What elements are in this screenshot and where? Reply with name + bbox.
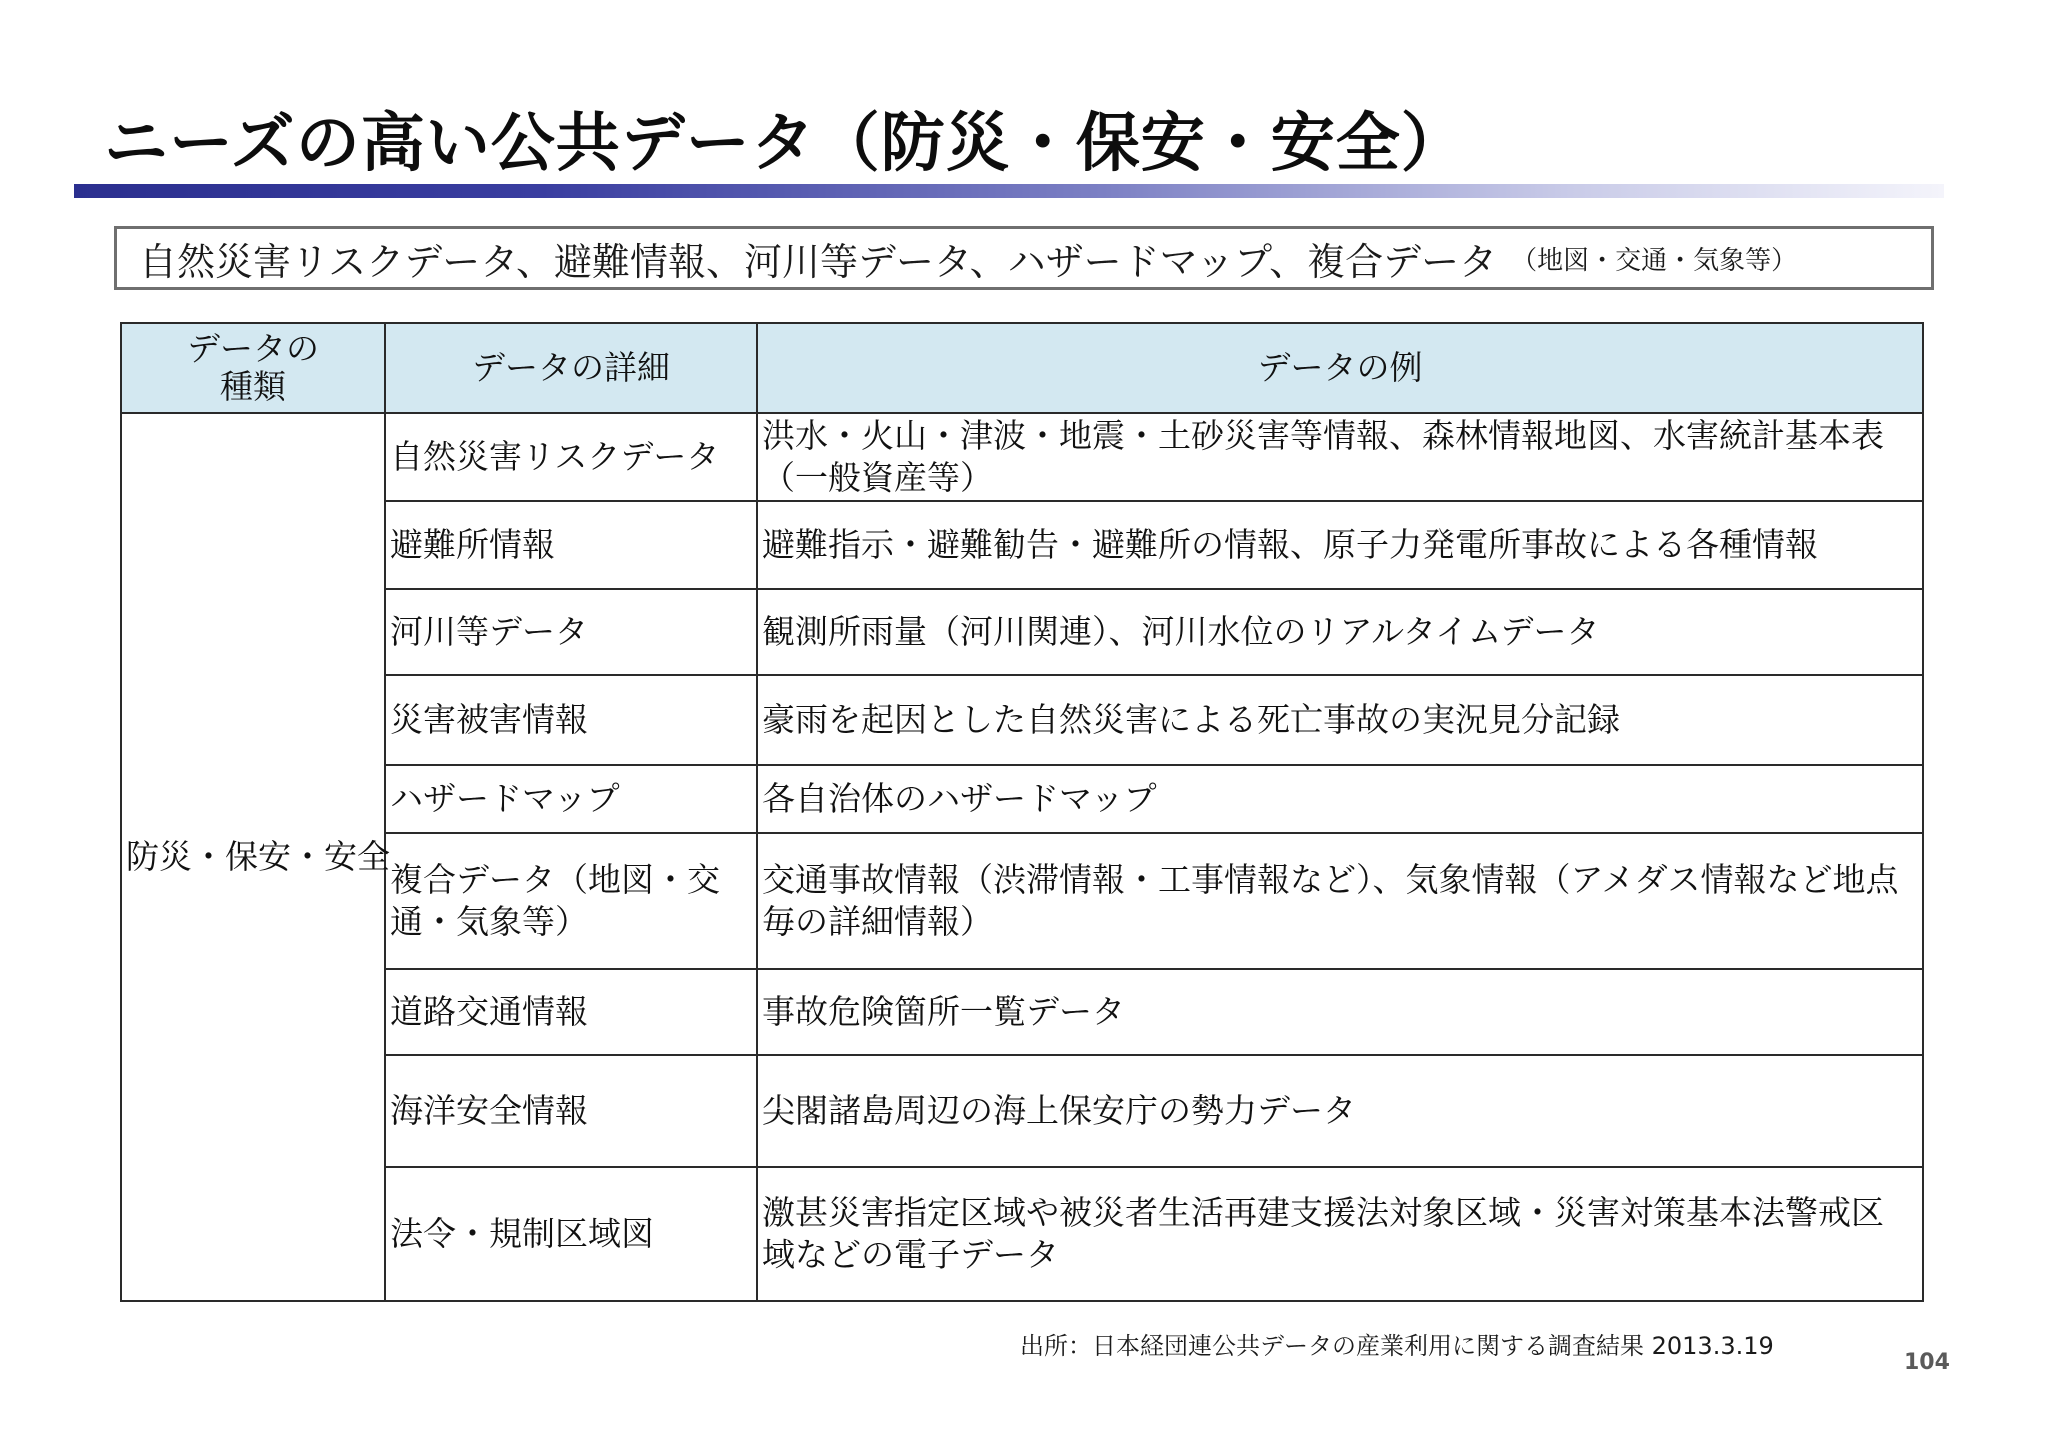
- example-cell: 避難指示・避難勧告・避難所の情報、原子力発電所事故による各種情報: [757, 501, 1923, 589]
- example-cell: 激甚災害指定区域や被災者生活再建支援法対象区域・災害対策基本法警戒区域などの電子データ: [757, 1167, 1923, 1301]
- summary-box: [114, 226, 1934, 290]
- detail-cell: 災害被害情報: [385, 675, 757, 765]
- data-table: [120, 322, 1924, 1302]
- example-cell: 交通事故情報（渋滞情報・工事情報など）、気象情報（アメダス情報など地点毎の詳細情報）: [757, 833, 1923, 969]
- example-cell: 洪水・火山・津波・地震・土砂災害等情報、森林情報地図、水害統計基本表（一般資産等）: [757, 413, 1923, 501]
- summary-main-text: 自然災害リスクデータ、避難情報、河川等データ、ハザードマップ、複合データ: [139, 239, 1498, 284]
- example-cell: 観測所雨量（河川関連）、河川水位のリアルタイムデータ: [757, 589, 1923, 675]
- summary-sub-text: （地図・交通・気象等）: [1511, 245, 1798, 276]
- page-number: 104: [1904, 1350, 1950, 1375]
- table-row: [121, 501, 1923, 589]
- page-title: ニーズの高い公共データ（防災・保安・安全）: [104, 107, 1466, 181]
- table-row: [121, 833, 1923, 969]
- table-row: [121, 413, 1923, 501]
- example-cell: 尖閣諸島周辺の海上保安庁の勢力データ: [757, 1055, 1923, 1167]
- table-row: [121, 589, 1923, 675]
- example-cell: 豪雨を起因とした自然災害による死亡事故の実況見分記録: [757, 675, 1923, 765]
- header-detail: データの詳細: [385, 323, 757, 413]
- table-row: [121, 969, 1923, 1055]
- detail-cell: 複合データ（地図・交通・気象等）: [385, 833, 757, 969]
- table-header-row: [121, 323, 1923, 413]
- title-underline-bar: [74, 184, 1944, 198]
- header-example: データの例: [757, 323, 1923, 413]
- detail-cell: 河川等データ: [385, 589, 757, 675]
- header-category-text: データの 種類: [187, 329, 319, 406]
- example-cell: 事故危険箇所一覧データ: [757, 969, 1923, 1055]
- category-cell: 防災・保安・安全: [121, 413, 385, 1301]
- detail-cell: 道路交通情報: [385, 969, 757, 1055]
- detail-cell: 海洋安全情報: [385, 1055, 757, 1167]
- detail-cell: 避難所情報: [385, 501, 757, 589]
- table-row: [121, 1055, 1923, 1167]
- detail-cell: ハザードマップ: [385, 765, 757, 833]
- table-row: [121, 675, 1923, 765]
- detail-cell: 自然災害リスクデータ: [385, 413, 757, 501]
- header-category: [121, 323, 385, 413]
- source-citation: 出所：日本経団連公共データの産業利用に関する調査結果 2013.3.19: [1020, 1332, 1774, 1360]
- table-row: [121, 765, 1923, 833]
- detail-cell: 法令・規制区域図: [385, 1167, 757, 1301]
- example-cell: 各自治体のハザードマップ: [757, 765, 1923, 833]
- table-row: [121, 1167, 1923, 1301]
